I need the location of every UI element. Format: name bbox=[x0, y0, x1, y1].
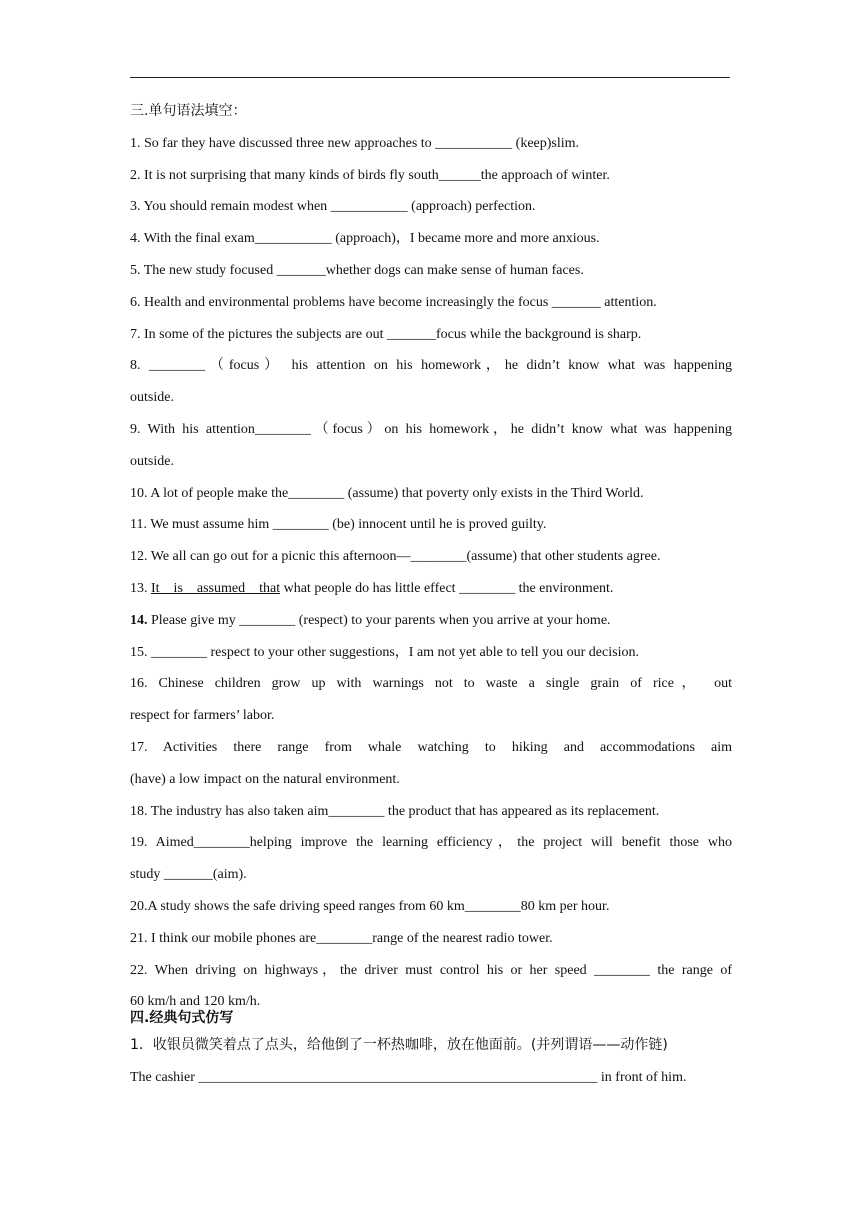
question-9-continued: outside. bbox=[130, 453, 174, 469]
question-2: 2. It is not surprising that many kinds of birds fly south______the approach of winter. bbox=[130, 167, 610, 183]
question-9: 9. With his attention________（focus）on his homework，he didn’t know what was happening bbox=[130, 421, 732, 437]
question-14-number: 14. bbox=[130, 612, 148, 628]
question-15: 15. ________ respect to your other suggestions，I am not yet able to tell you our decision. bbox=[130, 644, 639, 660]
header-rule bbox=[130, 77, 730, 78]
question-14 bbox=[130, 605, 732, 637]
question-13-text: what people do has little effect ________ the environment. bbox=[280, 580, 614, 596]
question-22-continued: 60 km/h and 120 km/h. bbox=[130, 994, 261, 1010]
question-22: 22. When driving on highways，the driver must control his or her speed ________ the range of bbox=[130, 962, 732, 978]
question-20: 20.A study shows the safe driving speed ranges from 60 km________80 km per hour. bbox=[130, 898, 610, 914]
section-3-heading: 三.单句语法填空： bbox=[130, 103, 247, 119]
section-4-item-1-chinese: 1．收银员微笑着点了点头，给他倒了一杯热咖啡，放在他面前。(并列谓语——动作链) bbox=[130, 1037, 668, 1054]
question-6: 6. Health and environmental problems have become increasingly the focus _______ attention. bbox=[130, 294, 657, 310]
question-13-underlined: It is assumed that bbox=[151, 580, 281, 596]
document-body bbox=[130, 96, 732, 1094]
question-3: 3. You should remain modest when ___________ (approach) perfection. bbox=[130, 199, 536, 215]
question-1: 1. So far they have discussed three new approaches to ___________ (keep)slim. bbox=[130, 135, 580, 151]
question-12: 12. We all can go out for a picnic this afternoon—________(assume) that other students agree. bbox=[130, 549, 661, 565]
question-19: 19. Aimed________helping improve the learning efficiency，the project will benefit those who bbox=[130, 835, 732, 851]
question-19-continued: study _______(aim). bbox=[130, 867, 247, 883]
section-4-item-1-english: The cashier _________________________________________________________ in front of him. bbox=[130, 1070, 687, 1086]
question-8-continued: outside. bbox=[130, 390, 174, 406]
question-17-continued: (have) a low impact on the natural environment. bbox=[130, 771, 400, 787]
question-11: 11. We must assume him ________ (be) innocent until he is proved guilty. bbox=[130, 517, 547, 533]
question-4: 4. With the final exam___________ (approach)，I became more and more anxious. bbox=[130, 231, 600, 247]
question-17: 17. Activities there range from whale watching to hiking and accommodations aim bbox=[130, 739, 732, 755]
question-21: 21. I think our mobile phones are________range of the nearest radio tower. bbox=[130, 930, 553, 946]
question-7: 7. In some of the pictures the subjects are out _______focus while the background is sharp. bbox=[130, 326, 642, 342]
question-13-number: 13. bbox=[130, 580, 151, 596]
question-16: 16. Chinese children grow up with warnings not to waste a single grain of rice， out bbox=[130, 676, 732, 692]
question-14-text: Please give my ________ (respect) to your parents when you arrive at your home. bbox=[147, 612, 611, 628]
question-5: 5. The new study focused _______whether dogs can make sense of human faces. bbox=[130, 262, 584, 278]
question-8: 8. ________（focus） his attention on his homework，he didn’t know what was happening bbox=[130, 358, 732, 374]
question-18: 18. The industry has also taken aim________ the product that has appeared as its replacement. bbox=[130, 803, 660, 819]
question-16-continued: respect for farmers’ labor. bbox=[130, 708, 275, 724]
section-4-heading: 四.经典句式仿写 bbox=[130, 1010, 234, 1027]
question-10: 10. A lot of people make the________ (assume) that poverty only exists in the Third World. bbox=[130, 485, 644, 501]
question-13 bbox=[130, 573, 732, 605]
